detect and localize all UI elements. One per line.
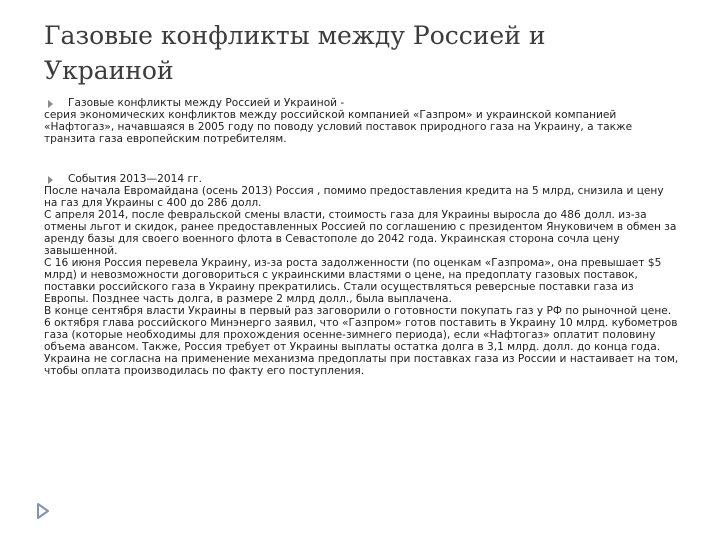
paragraph-september: В конце сентября власти Украины в первый раз заговорили о готовности покупать газ у РФ по рыночной цене. 6 октября глава российского Минэнерго заявил, что «Газпром» готов поставить в Украину 10 млрд. кубометров газа (которые необходимы для прохождения осенне-зимнего периода), если «Нафтогаз» оплатит половину объема авансом. Также, Россия требует от Украины выплаты остатка долга в 3,1 млрд. долл. до конца года. Украина не согласна на применение механизма предоплаты при поставках газа из России и настаивает на том, чтобы оплата производилась по факту его поступления. (44, 305, 679, 377)
bullet-item-definition (44, 97, 680, 109)
bullet-text-events: События 2013—2014 гг. (68, 173, 202, 185)
paragraph-euromaidan: После начала Евромайдана (осень 2013) Россия , помимо предоставления кредита на 5 млрд, снизила и цену на газ для Украины с 400 до 286 долл. (44, 185, 664, 209)
bullet-text-definition: Газовые конфликты между Россией и Украиной - (68, 97, 345, 109)
triangle-bullet-icon (48, 173, 56, 185)
corner-arrow-icon (36, 503, 50, 519)
bullet-item-events (44, 173, 680, 185)
slide-body (44, 97, 680, 377)
triangle-bullet-icon (48, 97, 56, 109)
paragraph-definition: серия экономических конфликтов между российской компанией «Газпром» и украинской компанией «Нафтогаз», начавшаяся в 2005 году по поводу условий поставок природного газа на Украину, а также транзита газа европейским потребителям. (44, 109, 633, 145)
paragraph-june-16: С 16 июня Россия перевела Украину, из-за роста задолженности (по оценкам «Газпрома», она превышает $5 млрд) и невозможности договориться с украинскими властями о цене, на предоплату газовых поставок, поставки российского газа в Украину прекратились. Стали осуществляться реверсные поставки газа из Европы. Позднее часть долга, в размере 2 млрд долл., была выплачена. (44, 257, 662, 305)
slide-title: Газовые конфликты между Россией и Украиной (44, 21, 546, 85)
paragraph-april-2014: С апреля 2014, после февральской смены власти, стоимость газа для Украины выросла до 486 долл. из-за отмены льгот и скидок, ранее предоставленных Россией по соглашению с президентом Януковичем в обмен за аренду базы для своего военного флота в Севастополе до 2042 года. Украинская сторона сочла цену завышенной. (44, 209, 677, 257)
